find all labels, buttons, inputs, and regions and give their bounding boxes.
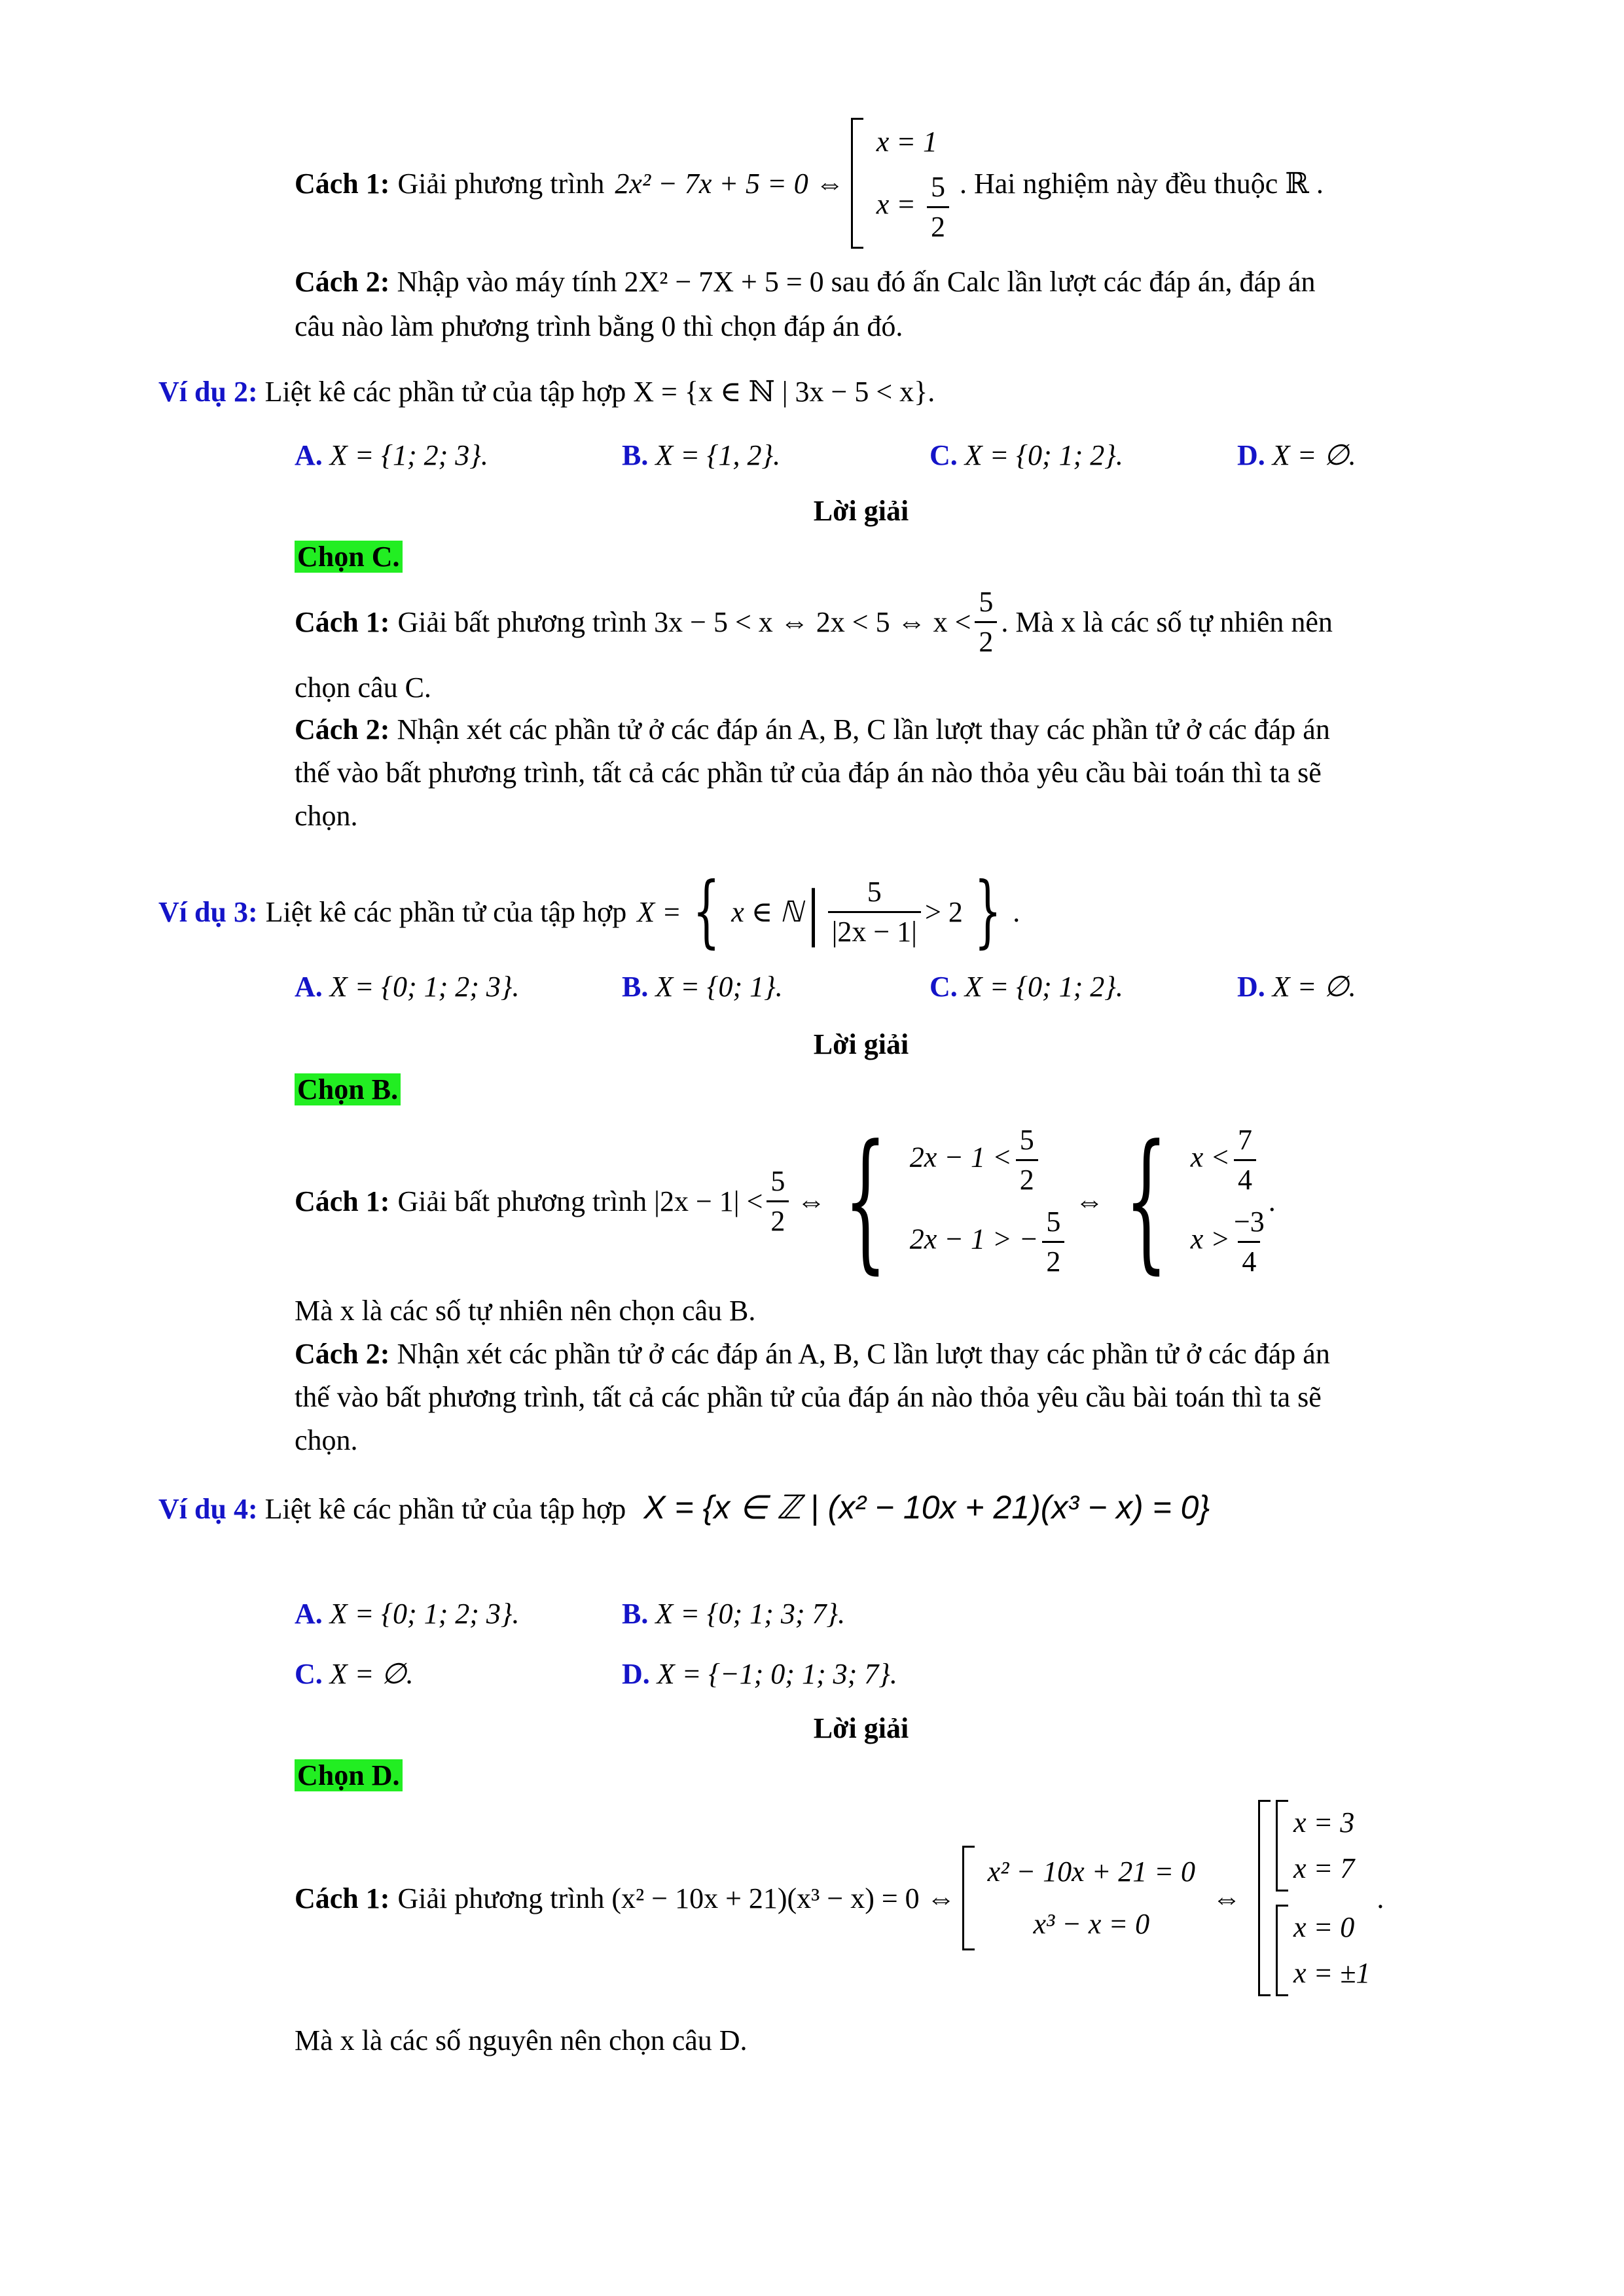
ex4-answer xyxy=(295,1754,403,1797)
ex4-sys2-outer-bracket xyxy=(1258,1800,1271,1996)
ex3-question xyxy=(158,863,1020,961)
ex4-option-d-label: D. xyxy=(622,1658,650,1690)
ex4-option-c-text: X = ∅. xyxy=(329,1658,414,1690)
ex3-option-a-label: A. xyxy=(295,971,323,1003)
ex2-cach1-line2: chọn câu C. xyxy=(295,672,431,704)
ex3-cach1-line2: Mà x là các số tự nhiên nên chọn câu B. xyxy=(295,1295,756,1327)
ex1-system xyxy=(851,118,953,249)
ex2-cach1-tail: . Mà x là các số tự nhiên nên xyxy=(1001,605,1333,638)
ex3-cach2-line1 xyxy=(295,1333,1330,1376)
ex4-option-d[interactable] xyxy=(622,1657,897,1691)
ex2-option-d-label: D. xyxy=(1237,439,1265,471)
ex4-sol-xpm1: x = ±1 xyxy=(1293,1957,1371,1989)
ex1-cach2-line1 xyxy=(295,260,1316,304)
ex3-cach1-num: 5 xyxy=(770,1164,785,1197)
ex1-bracket xyxy=(851,118,863,249)
ex4-sol-x3: x = 3 xyxy=(1293,1806,1355,1839)
ex4-answer-highlight: Chọn D. xyxy=(295,1759,403,1791)
ex3-cach2-line3: chọn. xyxy=(295,1424,358,1456)
ex3-option-d-label: D. xyxy=(1237,971,1265,1003)
ex4-question xyxy=(158,1486,1210,1531)
ex4-option-b-label: B. xyxy=(622,1598,649,1630)
ex3-option-b-label: B. xyxy=(622,971,649,1003)
ex3-sys2-top-lhs: x < xyxy=(1190,1141,1230,1174)
ex2-cach2-text: Nhận xét các phần tử ở các đáp án A, B, C lần lượt thay các phần tử ở các đáp án xyxy=(397,713,1330,745)
ex3-system-2 xyxy=(1191,1119,1269,1283)
ex4-option-a-label: A. xyxy=(295,1598,323,1630)
ex2-option-c[interactable] xyxy=(929,439,1123,472)
ex3-answer-highlight: Chọn B. xyxy=(295,1073,401,1105)
ex3-option-a[interactable] xyxy=(295,970,520,1003)
ex2-cach2-line1 xyxy=(295,708,1330,751)
ex3-question-den: |2x − 1| xyxy=(828,911,921,951)
ex3-option-c-label: C. xyxy=(929,971,958,1003)
ex3-close-brace: } xyxy=(974,866,1002,957)
ex3-cach1 xyxy=(295,1113,1276,1289)
ex4-sys1-top: x² − 10x + 21 = 0 xyxy=(987,1856,1195,1888)
ex1-cach2-label: Cách 2: xyxy=(295,266,390,298)
ex2-cach1-label: Cách 1: xyxy=(295,605,390,638)
ex2-option-c-label: C. xyxy=(929,439,958,471)
ex3-sys1-brace: { xyxy=(844,1113,888,1288)
ex2-label: Ví dụ 2: xyxy=(158,376,258,408)
ex3-question-fraction xyxy=(828,873,921,951)
ex3-cach1-den: 2 xyxy=(767,1200,789,1240)
ex2-cach2-line3: chọn. xyxy=(295,800,358,832)
ex3-label: Ví dụ 3: xyxy=(158,895,258,928)
ex2-option-c-text: X = {0; 1; 2}. xyxy=(964,439,1123,471)
ex1-sys-fraction xyxy=(927,168,949,246)
ex1-cach2-text: Nhập vào máy tính 2X² − 7X + 5 = 0 sau đó ấn Calc lần lượt các đáp án, đáp án xyxy=(397,266,1316,298)
ex3-sys2-top-den: 4 xyxy=(1234,1159,1256,1199)
ex1-cach1 xyxy=(295,118,1324,249)
ex3-cach2-line2: thế vào bất phương trình, tất cả các phần tử của đáp án nào thỏa yêu cầu bài toán thì ta sẽ xyxy=(295,1381,1322,1413)
ex3-equiv-1: ⇔ xyxy=(797,1185,826,1217)
ex2-cach1-den: 2 xyxy=(975,621,997,661)
ex4-system-2 xyxy=(1258,1800,1370,1996)
ex4-label: Ví dụ 4: xyxy=(158,1493,258,1525)
ex2-question-text: Liệt kê các phần tử của tập hợp X = {x ∈ ℕ | 3x − 5 < x}. xyxy=(264,376,935,408)
ex3-question-dot: . xyxy=(1013,895,1020,928)
ex4-option-b[interactable] xyxy=(622,1597,845,1630)
ex3-sys1-top-num: 5 xyxy=(1019,1124,1034,1156)
ex2-cach1 xyxy=(295,576,1333,668)
ex3-sys2-bot-num: −3 xyxy=(1233,1206,1265,1238)
ex4-option-a-text: X = {0; 1; 2; 3}. xyxy=(329,1598,520,1630)
ex3-sys2-top-num: 7 xyxy=(1237,1124,1252,1156)
ex3-question-rhs: > 2 xyxy=(925,895,963,928)
ex3-solution-heading: Lời giải xyxy=(813,1028,909,1060)
ex3-sys1-top-lhs: 2x − 1 < xyxy=(909,1141,1012,1174)
ex1-sys-bot-lhs: x = xyxy=(876,188,916,221)
ex3-sys2-brace: { xyxy=(1125,1113,1168,1288)
ex1-sys-num: 5 xyxy=(930,171,945,204)
ex3-option-c-text: X = {0; 1; 2}. xyxy=(964,971,1123,1003)
ex2-cach1-fraction xyxy=(975,583,997,661)
ex3-divider: | xyxy=(806,875,820,948)
ex3-sys1-bot-den: 2 xyxy=(1042,1241,1064,1281)
ex2-cach2-label: Cách 2: xyxy=(295,713,390,745)
ex3-cach2-text: Nhận xét các phần tử ở các đáp án A, B, C lần lượt thay các phần tử ở các đáp án xyxy=(397,1338,1330,1370)
ex3-system-1 xyxy=(910,1119,1069,1283)
ex2-option-a-label: A. xyxy=(295,439,323,471)
ex3-question-num: 5 xyxy=(867,875,882,908)
ex2-solution-heading: Lời giải xyxy=(813,495,909,527)
ex4-sys2-inner-bracket-1 xyxy=(1276,1800,1288,1892)
ex1-cach1-tail: . Hai nghiệm này đều thuộc ℝ . xyxy=(959,167,1324,200)
ex4-solution-heading: Lời giải xyxy=(813,1712,909,1744)
ex1-cach1-eq: 2x² − 7x + 5 = 0 ⇔ xyxy=(615,167,844,200)
ex4-option-c[interactable] xyxy=(295,1657,414,1691)
ex1-cach2-line2: câu nào làm phương trình bằng 0 thì chọn đáp án đó. xyxy=(295,310,903,342)
ex3-cach2-label: Cách 2: xyxy=(295,1338,390,1370)
ex4-equiv: ⇔ xyxy=(1212,1882,1241,1914)
ex4-sol-x7: x = 7 xyxy=(1293,1852,1355,1884)
ex4-question-text: Liệt kê các phần tử của tập hợp xyxy=(264,1493,626,1525)
ex3-cach1-text: Giải bất phương trình |2x − 1| < xyxy=(397,1185,763,1217)
ex3-option-b-text: X = {0; 1}. xyxy=(655,971,783,1003)
ex3-cach1-label: Cách 1: xyxy=(295,1185,390,1217)
ex3-question-set: x ∈ ℕ xyxy=(731,895,803,928)
ex4-option-b-text: X = {0; 1; 3; 7}. xyxy=(655,1598,846,1630)
ex2-option-b-text: X = {1, 2}. xyxy=(655,439,781,471)
ex4-cach1 xyxy=(295,1800,1384,1996)
ex3-sys2-bot-den: 4 xyxy=(1238,1241,1260,1281)
ex2-option-d-text: X = ∅. xyxy=(1272,439,1356,471)
ex3-question-lhs: X = xyxy=(637,895,681,928)
ex2-option-b-label: B. xyxy=(622,439,649,471)
ex1-cach1-text: Giải phương trình xyxy=(397,167,605,200)
ex4-cach1-line2: Mà x là các số nguyên nên chọn câu D. xyxy=(295,2024,748,2056)
ex3-equiv-2: ⇔ xyxy=(1075,1185,1104,1217)
ex4-question-expr: X = {x ∈ ℤ | (x² − 10x + 21)(x³ − x) = 0} xyxy=(643,1489,1210,1526)
ex1-sys-top: x = 1 xyxy=(876,125,937,158)
ex2-answer-highlight: Chọn C. xyxy=(295,541,403,573)
ex3-question-text: Liệt kê các phần tử của tập hợp xyxy=(265,895,627,928)
ex3-sys1-bot-lhs: 2x − 1 > − xyxy=(909,1223,1039,1255)
ex3-open-brace: { xyxy=(693,866,721,957)
ex2-option-d[interactable] xyxy=(1237,439,1356,472)
ex3-sys1-bot-num: 5 xyxy=(1046,1206,1061,1238)
ex3-answer xyxy=(295,1068,401,1111)
ex4-sol-x0: x = 0 xyxy=(1293,1911,1355,1943)
ex3-cach1-fraction xyxy=(767,1162,789,1240)
ex4-option-d-text: X = {−1; 0; 1; 3; 7}. xyxy=(657,1658,897,1690)
ex3-option-d-text: X = ∅. xyxy=(1272,971,1356,1003)
ex2-cach2-line2: thế vào bất phương trình, tất cả các phần tử của đáp án nào thỏa yêu cầu bài toán thì ta sẽ xyxy=(295,757,1322,789)
ex3-option-a-text: X = {0; 1; 2; 3}. xyxy=(329,971,520,1003)
ex4-cach1-dot: . xyxy=(1377,1882,1384,1914)
ex3-sys2-bot-lhs: x > xyxy=(1190,1223,1230,1255)
ex2-cach1-text: Giải bất phương trình 3x − 5 < x ⇔ 2x < 5 ⇔ x < xyxy=(397,605,971,638)
ex3-sys1-top-den: 2 xyxy=(1016,1159,1038,1199)
ex1-sys-den: 2 xyxy=(927,206,949,246)
ex4-cach1-text: Giải phương trình (x² − 10x + 21)(x³ − x) = 0 ⇔ xyxy=(397,1882,956,1914)
ex4-cach1-label: Cách 1: xyxy=(295,1882,390,1914)
ex3-option-b[interactable] xyxy=(622,970,783,1003)
ex4-sys1-bot: x³ − x = 0 xyxy=(1033,1908,1150,1940)
ex3-option-c[interactable] xyxy=(929,970,1123,1003)
ex2-question xyxy=(158,370,935,414)
ex4-option-a[interactable] xyxy=(295,1597,520,1630)
ex2-option-a-text: X = {1; 2; 3}. xyxy=(329,439,488,471)
ex4-system-1 xyxy=(962,1846,1195,1950)
ex3-cach1-dot: . xyxy=(1268,1185,1276,1217)
ex2-option-b[interactable] xyxy=(622,439,780,472)
ex4-option-c-label: C. xyxy=(295,1658,323,1690)
ex2-cach1-num: 5 xyxy=(979,585,994,618)
ex1-cach1-label: Cách 1: xyxy=(295,167,390,200)
ex2-answer xyxy=(295,535,403,579)
ex2-option-a[interactable] xyxy=(295,439,488,472)
ex4-sys2-inner-bracket-2 xyxy=(1276,1905,1288,1996)
ex3-option-d[interactable] xyxy=(1237,970,1356,1003)
ex4-sys1-bracket xyxy=(962,1846,975,1950)
